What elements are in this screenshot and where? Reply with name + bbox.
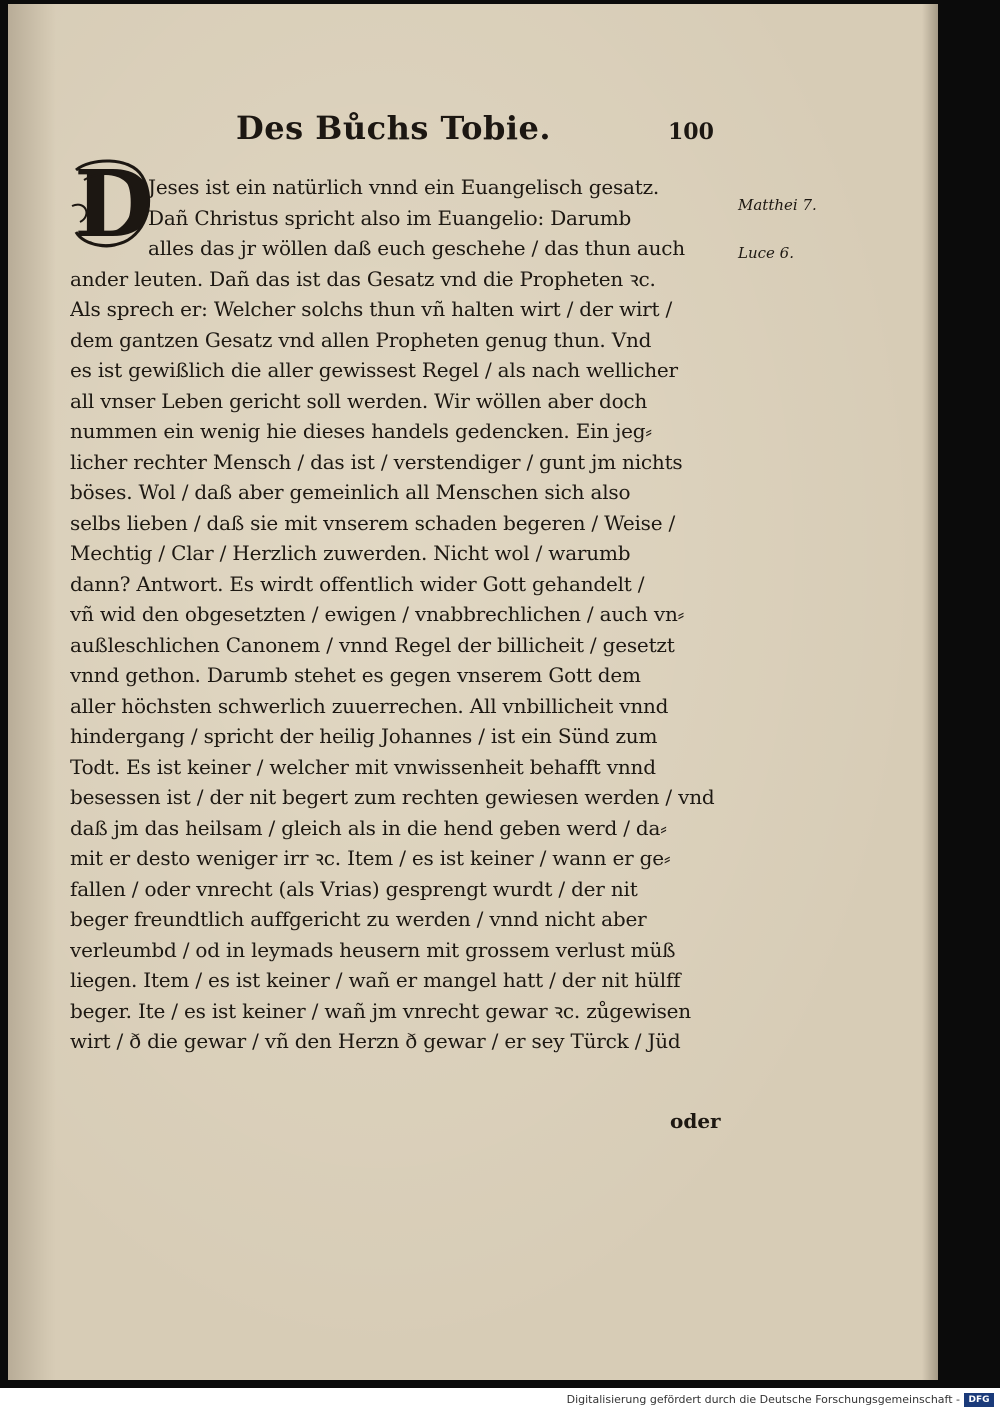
- text-line: fallen / oder vnrecht (als Vrias) gesprengt wurdt / der nit: [70, 876, 638, 901]
- text-line: dem gantzen Gesatz vnd allen Propheten genug thun. Vnd: [70, 327, 652, 352]
- dropcap-letter: D: [74, 150, 154, 258]
- catchword: oder: [670, 1109, 721, 1133]
- running-head: Des Bůchs Tobie.: [236, 109, 551, 147]
- text-line: mit er desto weniger irr ꝛc. Item / es ist keiner / wann er ge⸗: [70, 846, 671, 870]
- footer-bar: [0, 1392, 1000, 1410]
- text-line: ander leuten. Dañ das ist das Gesatz vnd die Propheten ꝛc.: [70, 266, 656, 291]
- folio-number: 100: [668, 119, 714, 145]
- text-line: vñ wid den obgesetzten / ewigen / vnabbrechlichen / auch vn⸗: [70, 602, 685, 626]
- dfg-logo-icon: DFG: [964, 1393, 994, 1407]
- text-line: vnnd gethon. Darumb stehet es gegen vnserem Gott dem: [70, 663, 641, 687]
- text-line: dann? Antwort. Es wirdt offentlich wider Gott gehandelt /: [70, 571, 645, 596]
- text-line: wirt / ð die gewar / vñ den Herzn ð gewar / er sey Türck / Jüd: [70, 1029, 681, 1053]
- text-line: liegen. Item / es ist keiner / wañ er mangel hatt / der nit hülff: [70, 968, 681, 992]
- margin-note-luke: Luce 6.: [738, 244, 794, 262]
- text-line: beger freundtlich auffgericht zu werden / vnnd nicht aber: [70, 907, 647, 931]
- text-line: nummen ein wenig hie dieses handels gedencken. Ein jeg⸗: [70, 419, 652, 443]
- text-line: Dañ Christus spricht also im Euangelio: Darumb: [148, 205, 632, 230]
- text-line: beger. Ite / es ist keiner / wañ jm vnrecht gewar ꝛc. zůgewisen: [70, 998, 691, 1023]
- text-line: besessen ist / der nit begert zum rechten gewiesen werden / vnd: [70, 785, 715, 809]
- text-line: Jeses ist ein natürlich vnnd ein Euangelisch gesatz.: [148, 175, 660, 199]
- text-line: hindergang / spricht der heilig Johannes / ist ein Sünd zum: [70, 724, 658, 748]
- text-line: Als sprech er: Welcher solchs thun vñ halten wirt / der wirt /: [70, 297, 673, 321]
- text-line: verleumbd / od in leymads heusern mit grossem verlust müß: [70, 937, 676, 962]
- text-line: es ist gewißlich die aller gewissest Regel / als nach wellicher: [70, 358, 678, 382]
- text-line: böses. Wol / daß aber gemeinlich all Menschen sich also: [70, 480, 631, 504]
- text-line: licher rechter Mensch / das ist / verstendiger / gunt jm nichts: [70, 449, 683, 474]
- body-text: [70, 172, 750, 1057]
- text-line: Todt. Es ist keiner / welcher mit vnwissenheit behafft vnnd: [70, 754, 656, 779]
- text-line: selbs lieben / daß sie mit vnserem schaden begeren / Weise /: [70, 510, 676, 535]
- margin-note-matthew: Matthei 7.: [738, 196, 817, 214]
- funding-credit: Digitalisierung gefördert durch die Deutsche Forschungsgemeinschaft -: [566, 1393, 960, 1406]
- book-page: [8, 4, 938, 1380]
- text-line: all vnser Leben gericht soll werden. Wir wöllen aber doch: [70, 388, 648, 413]
- text-line: daß jm das heilsam / gleich als in die hend geben werd / da⸗: [70, 815, 667, 840]
- page-gutter: [8, 4, 56, 1380]
- text-line: alles das jr wöllen daß euch geschehe / das thun auch: [148, 236, 685, 260]
- text-line: außleschlichen Canonem / vnnd Regel der billicheit / gesetzt: [70, 632, 675, 657]
- text-line: aller höchsten schwerlich zuuerrechen. All vnbillicheit vnnd: [70, 693, 669, 718]
- page-edge-shadow: [922, 4, 938, 1380]
- text-line: Mechtig / Clar / Herzlich zuwerden. Nicht wol / warumb: [70, 541, 631, 565]
